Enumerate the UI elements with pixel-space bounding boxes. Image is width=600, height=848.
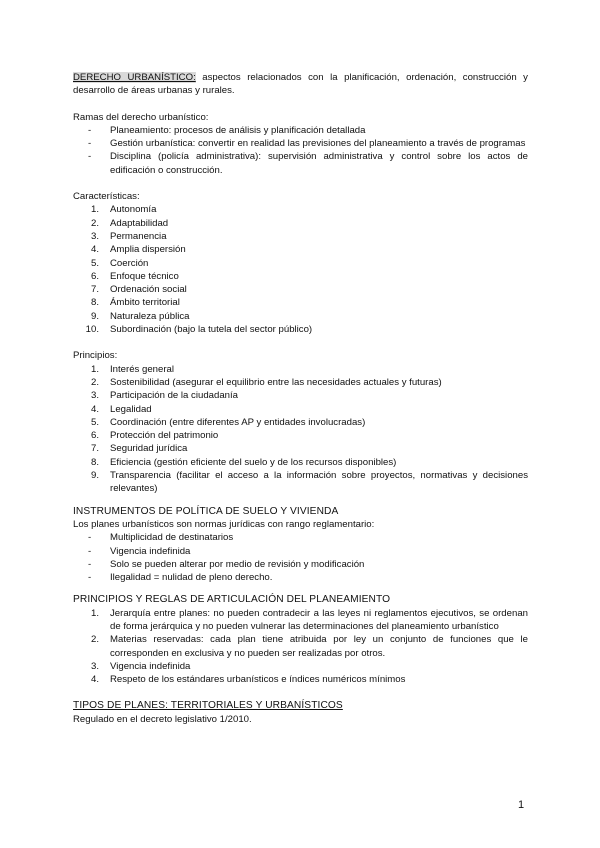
- list-number: 3.: [90, 230, 99, 242]
- caracteristicas-list: [73, 203, 528, 336]
- articulacion-list: [73, 607, 528, 687]
- list-item-text: Coordinación (entre diferentes AP y entidades involucradas): [110, 416, 366, 428]
- list-item-text: Disciplina (policía administrativa): supervisión administrativa y control sobre los actos de edificación o construcción.: [110, 151, 528, 176]
- instrumentos-title: INSTRUMENTOS DE POLÍTICA DE SUELO Y VIVIENDA: [73, 505, 339, 517]
- list-number: 1.: [90, 204, 99, 216]
- list-item: [73, 633, 528, 660]
- caracteristicas-heading: Características:: [73, 191, 140, 203]
- list-number: 1.: [90, 607, 99, 619]
- list-item-text: Protección del patrimonio: [110, 430, 219, 442]
- list-item-text: Transparencia (facilitar el acceso a la información sobre proyectos, normativas y decisiones relevantes): [110, 470, 528, 495]
- list-item: [73, 203, 528, 216]
- bullet-marker: -: [88, 545, 92, 557]
- list-number: 9.: [90, 310, 99, 322]
- list-item: [73, 545, 528, 558]
- instrumentos-intro: Los planes urbanísticos son normas jurídicas con rango reglamentario:: [73, 518, 375, 530]
- list-item-text: Naturaleza pública: [110, 310, 190, 322]
- list-item: [73, 531, 528, 544]
- list-number: 1.: [90, 363, 99, 375]
- list-item-text: Vigencia indefinida: [110, 545, 191, 557]
- list-number: 7.: [90, 284, 99, 296]
- list-number: 5.: [90, 416, 99, 428]
- list-item-text: Ordenación social: [110, 284, 187, 296]
- list-item: [73, 217, 528, 230]
- intro-text: aspectos relacionados con la planificación, ordenación, construcción y desarrollo de áreas urbanas y rurales.: [73, 72, 528, 97]
- list-item: [73, 558, 528, 571]
- list-item: [73, 403, 528, 416]
- list-item-text: Jerarquía entre planes: no pueden contradecir a las leyes ni reglamentos ejecutivos, se ordenan de forma jerárquica y no pueden vulnerar las determinaciones del planeamiento urbanístico: [110, 607, 528, 632]
- list-item: [73, 429, 528, 442]
- tipos-title: TIPOS DE PLANES: TERRITORIALES Y URBANÍSTICOS: [73, 700, 343, 712]
- bullet-marker: -: [88, 532, 92, 544]
- list-item-text: Eficiencia (gestión eficiente del suelo y de los recursos disponibles): [110, 456, 397, 468]
- list-item-text: Subordinación (bajo la tutela del sector público): [110, 324, 313, 336]
- list-item-text: Ilegalidad = nulidad de pleno derecho.: [110, 572, 273, 584]
- ramas-heading: Ramas del derecho urbanístico:: [73, 111, 209, 123]
- principios-list: [73, 363, 528, 496]
- list-number: 7.: [90, 443, 99, 455]
- list-item: [73, 296, 528, 309]
- principios-heading: Principios:: [73, 350, 118, 362]
- list-item-text: Sostenibilidad (asegurar el equilibrio entre las necesidades actuales y futuras): [110, 376, 442, 388]
- bullet-marker: -: [88, 151, 92, 163]
- intro-paragraph: [73, 71, 528, 98]
- list-item: [73, 571, 528, 584]
- list-item: [73, 137, 528, 150]
- list-item: [73, 124, 528, 137]
- bullet-marker: -: [88, 572, 92, 584]
- list-item: [73, 323, 528, 336]
- list-number: 8.: [90, 297, 99, 309]
- articulacion-title: PRINCIPIOS Y REGLAS DE ARTICULACIÓN DEL PLANEAMIENTO: [73, 594, 391, 606]
- list-number: 2.: [90, 376, 99, 388]
- list-number: 6.: [90, 430, 99, 442]
- tipos-text: Regulado en el decreto legislativo 1/2010.: [73, 713, 252, 725]
- list-item: [73, 230, 528, 243]
- list-item-text: Interés general: [110, 363, 174, 375]
- list-item-text: Vigencia indefinida: [110, 660, 191, 672]
- list-item-text: Respeto de los estándares urbanísticos e índices numéricos mínimos: [110, 674, 406, 686]
- list-number: 2.: [90, 634, 99, 646]
- intro-term: DERECHO URBANÍSTICO:: [73, 72, 196, 83]
- list-item-text: Permanencia: [110, 230, 167, 242]
- list-item-text: Gestión urbanística: convertir en realidad las previsiones del planeamiento a través de programas: [110, 138, 526, 150]
- list-item: [73, 376, 528, 389]
- list-item-text: Adaptabilidad: [110, 217, 169, 229]
- list-item-text: Enfoque técnico: [110, 270, 179, 282]
- list-number: 4.: [90, 674, 99, 686]
- list-number: 6.: [90, 270, 99, 282]
- list-item: [73, 442, 528, 455]
- list-item: [73, 150, 528, 177]
- page-content: [73, 71, 528, 726]
- list-item: [73, 257, 528, 270]
- bullet-marker: -: [88, 558, 92, 570]
- list-item-text: Seguridad jurídica: [110, 443, 188, 455]
- list-number: 5.: [90, 257, 99, 269]
- list-number: 2.: [90, 217, 99, 229]
- list-item-text: Solo se pueden alterar por medio de revisión y modificación: [110, 558, 365, 570]
- list-number: 3.: [90, 390, 99, 402]
- list-item: [73, 389, 528, 402]
- list-item: [73, 270, 528, 283]
- list-item-text: Legalidad: [110, 403, 152, 415]
- ramas-list: [73, 124, 528, 177]
- list-number: 4.: [90, 244, 99, 256]
- list-number: 4.: [90, 403, 99, 415]
- list-item-text: Coerción: [110, 257, 149, 269]
- list-item: [73, 673, 528, 686]
- list-item: [73, 283, 528, 296]
- list-item: [73, 310, 528, 323]
- page-number: 1: [518, 799, 525, 811]
- list-item-text: Amplia dispersión: [110, 244, 186, 256]
- bullet-marker: -: [88, 124, 92, 136]
- list-item-text: Autonomía: [110, 204, 157, 216]
- list-item: [73, 456, 528, 469]
- list-item-text: Planeamiento: procesos de análisis y planificación detallada: [110, 124, 366, 136]
- list-item: [73, 469, 528, 496]
- list-item: [73, 607, 528, 634]
- list-item-text: Ámbito territorial: [110, 297, 180, 309]
- list-number: 3.: [90, 660, 99, 672]
- list-item-text: Participación de la ciudadanía: [110, 390, 239, 402]
- bullet-marker: -: [88, 138, 92, 150]
- list-item: [73, 660, 528, 673]
- list-number: 10.: [85, 324, 99, 336]
- list-item: [73, 416, 528, 429]
- list-item-text: Multiplicidad de destinatarios: [110, 532, 234, 544]
- list-item-text: Materias reservadas: cada plan tiene atribuida por ley un conjunto de funciones que le corresponden en exclusiva y no pueden ser realizadas por otros.: [110, 634, 528, 659]
- list-item: [73, 243, 528, 256]
- list-number: 9.: [90, 470, 99, 482]
- instrumentos-list: [73, 531, 528, 584]
- list-item: [73, 363, 528, 376]
- list-number: 8.: [90, 456, 99, 468]
